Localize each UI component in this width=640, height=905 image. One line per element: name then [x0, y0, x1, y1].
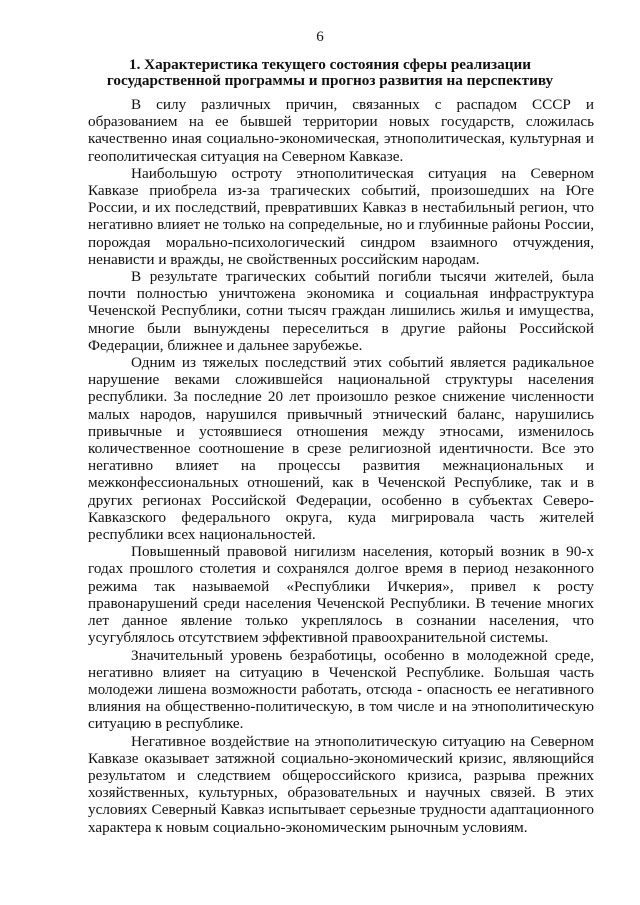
paragraph: Негативное воздействие на этнополитическую ситуацию на Северном Кавказе оказывает затяжной социально-экономический кризис, являющийся результатом и следствием общероссийского кризиса, разрыва прежних хозяйственных, культурных, образовательных и научных связей. В этих условиях Северный Кавказ испытывает серьезные трудности адаптационного характера к новым социально-экономическим рыночным условиям. [88, 732, 594, 836]
paragraph: Повышенный правовой нигилизм населения, который возник в 90-х годах прошлого столетия и сохранялся долгое время в период незаконного режима так называемой «Республики Ичкерия», привел к росту правонарушений среди населения Чеченской Республики. В течение многих лет данное явление только укреплялось в сознании населения, что усугублялось отсутствием эффективной правоохранительной системы. [88, 543, 594, 647]
paragraph: Значительный уровень безработицы, особенно в молодежной среде, негативно влияет на ситуацию в Чеченской Республике. Большая часть молодежи лишена возможности работать, отсюда - опасность ее негативного влияния на общественно-политическую, в том числе и на этнополитическую ситуацию в республике. [88, 646, 594, 733]
document-body [88, 96, 594, 836]
paragraph: В силу различных причин, связанных с распадом СССР и образованием на ее бывшей территории новых государств, сложилась качественно иная социально-экономическая, этнополитическая, культурная и геополитическая ситуация на Северном Кавказе. [88, 96, 594, 165]
page-number: 6 [316, 29, 324, 45]
section-heading: 1. Характеристика текущего состояния сферы реализации государственной программы и прогноз развития на перспективу [106, 56, 554, 89]
paragraph: Наибольшую остроту этнополитическая ситуация на Северном Кавказе приобрела из-за трагических событий, произошедших на Юге России, и их последствий, превративших Кавказ в нестабильный регион, что негативно влияет не только на сопредельные, но и глубинные районы России, порождая морально-психологический синдром взаимного отчуждения, ненависти и вражды, не свойственных российским народам. [88, 164, 594, 268]
paragraph: В результате трагических событий погибли тысячи жителей, была почти полностью уничтожена экономика и социальная инфраструктура Чеченской Республики, сотни тысяч граждан лишились жилья и имущества, многие были вынуждены переселиться в другие районы Российской Федерации, ближнее и дальнее зарубежье. [88, 268, 594, 354]
paragraph: Одним из тяжелых последствий этих событий является радикальное нарушение веками сложившейся национальной структуры населения республики. За последние 20 лет произошло резкое снижение численности малых народов, нарушился привычный этнический баланс, нарушились привычные и устоявшиеся отношения между этносами, изменилось количественное соотношение в срезе религиозной идентичности. Все это негативно влияет на процессы развития межнациональных и межконфессиональных отношений, как в Чеченской Республике, так и в других регионах Российской Федерации, особенно в субъектах Северо-Кавказского федерального округа, куда мигрировала часть жителей республики всех национальностей. [88, 354, 594, 544]
